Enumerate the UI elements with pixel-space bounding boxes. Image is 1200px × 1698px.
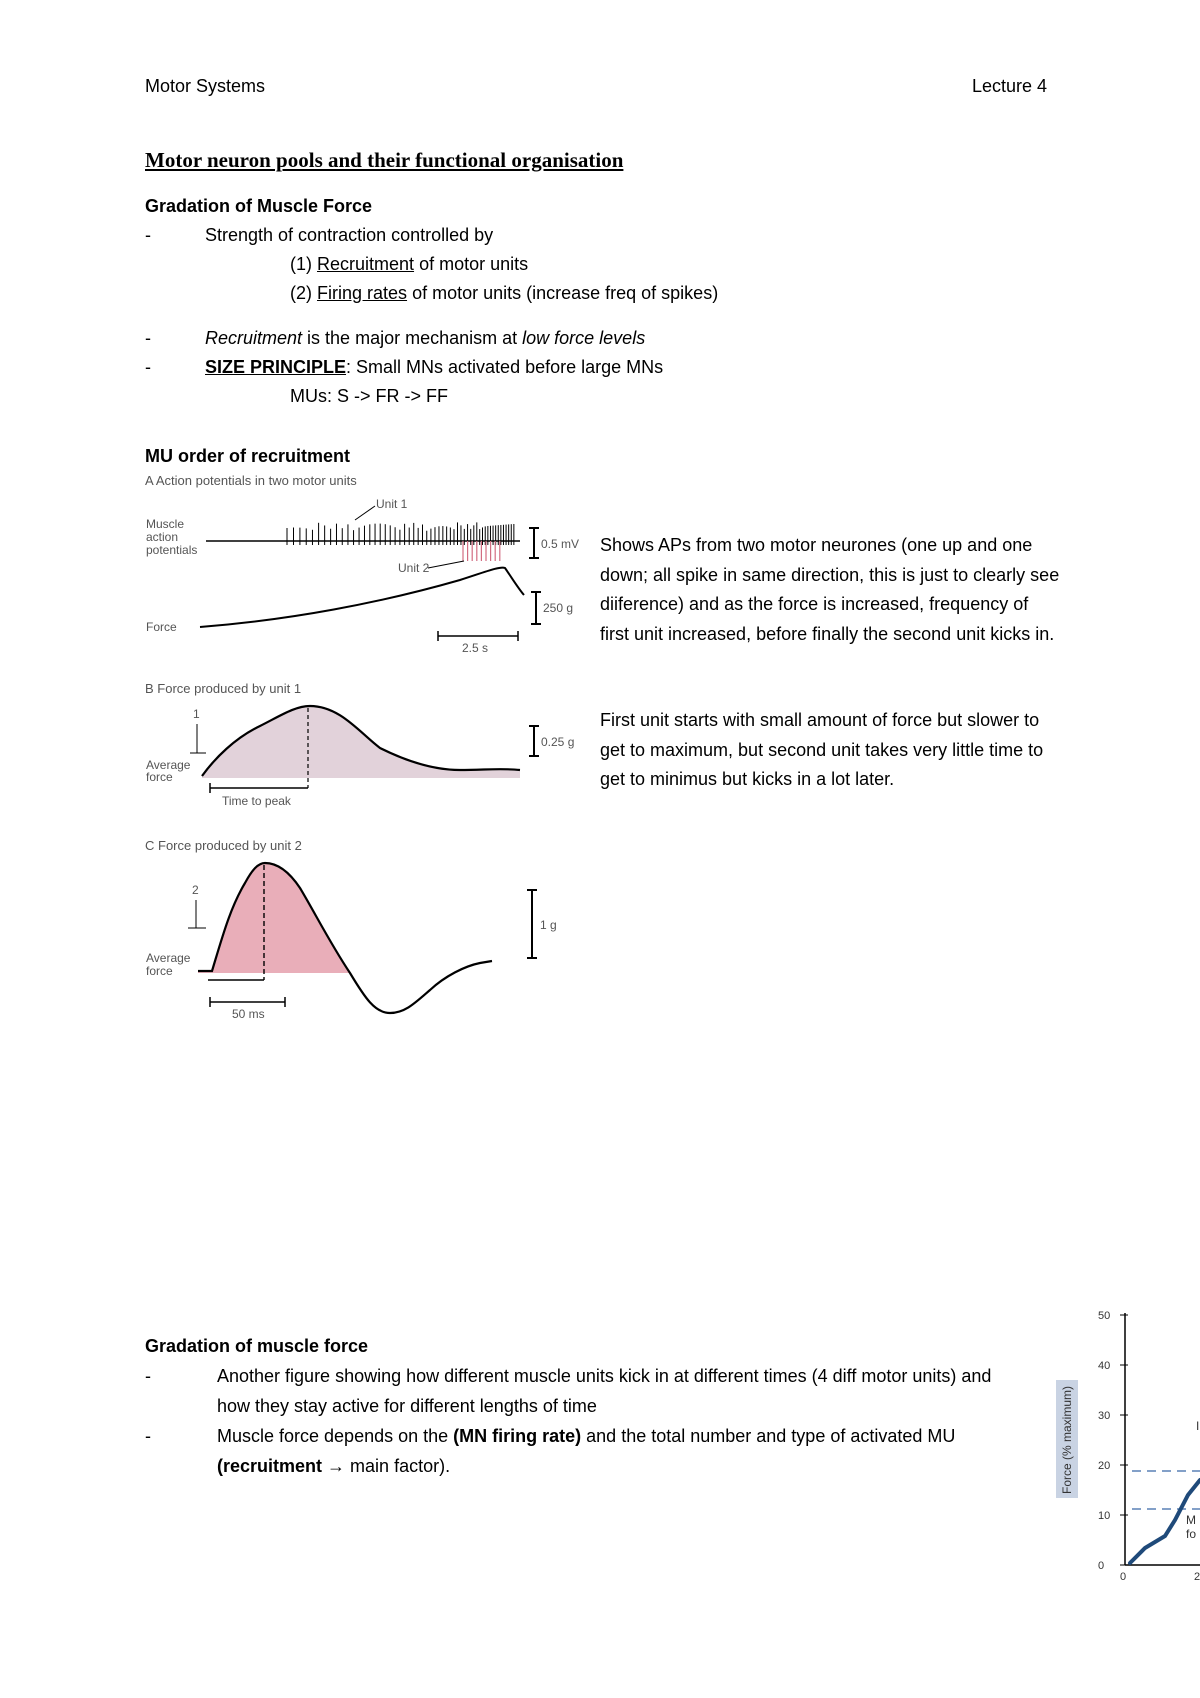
section-heading-gradation-2: Gradation of muscle force [145, 1336, 369, 1356]
scale-50ms: 50 ms [232, 1007, 265, 1021]
page-title: Motor neuron pools and their functional organisation [145, 148, 624, 172]
avg-force-c-1: Average [146, 951, 191, 965]
force-trace [200, 568, 524, 627]
figure-b-title: B Force produced by unit 1 [145, 681, 302, 696]
y-tick-label: 50 [1098, 1310, 1111, 1322]
section-heading-gradation: Gradation of Muscle Force [145, 196, 373, 216]
x-tick-2: 2 [1194, 1571, 1200, 1583]
unit1-area [202, 706, 520, 778]
muscle-label-3: potentials [146, 543, 198, 557]
muscle-label-1: Muscle [146, 517, 185, 531]
figure-c-title: C Force produced by unit 2 [145, 838, 302, 853]
y-tick-label: 0 [1098, 1560, 1105, 1572]
chart-label-a: M [1186, 1513, 1196, 1527]
mu-order-line: MUs: S -> FR -> FF [290, 386, 449, 406]
scale-1g: 1 g [540, 918, 557, 932]
figure-a-title: A Action potentials in two motor units [145, 473, 357, 488]
list-item-firing-rates: (2) Firing rates of motor units (increase freq of spikes) [290, 283, 719, 303]
unit2-label: Unit 2 [398, 561, 430, 575]
bullet-size-principle: - SIZE PRINCIPLE: Small MNs activated before large MNs [145, 357, 664, 377]
explanation-paragraph-2: First unit starts with small amount of force but slower to get to maximum, but second unit takes very little time to get to minimus but kicks in a lot later. [600, 710, 1044, 789]
recruitment-figure [140, 468, 600, 1038]
y-ticks [1098, 1310, 1128, 1572]
x-tick-0: 0 [1120, 1571, 1127, 1583]
explanation-paragraph-1: Shows APs from two motor neurones (one up and one down; all spike in same direction, this is just to clearly see diiference) and as the force is increased, frequency of first unit increased, before finally the second unit kicks in. [600, 535, 1060, 644]
bullet-recruitment-major: - Recruitment is the major mechanism at low force levels [145, 328, 646, 348]
scale-250g: 250 g [543, 601, 574, 615]
scale-0-25g: 0.25 g [541, 735, 575, 749]
avg-force-b-2: force [146, 770, 173, 784]
y-tick-label: 40 [1098, 1360, 1111, 1372]
partial-force-chart [1050, 1300, 1200, 1600]
muscle-label-2: action [146, 530, 179, 544]
unit2-spikes [463, 541, 500, 561]
header-left: Motor Systems [145, 76, 266, 96]
avg-force-c-2: force [146, 964, 173, 978]
scale-2-5s: 2.5 s [462, 641, 489, 655]
marker-1: 1 [193, 707, 200, 721]
y-tick-label: 20 [1098, 1460, 1111, 1472]
chart-label-b: fo [1186, 1527, 1197, 1541]
y-axis-label: Force (% maximum) [1060, 1385, 1074, 1494]
list-item-recruitment: (1) Recruitment of motor units [290, 254, 529, 274]
unit2-area [198, 863, 350, 973]
unit1-label: Unit 1 [376, 497, 408, 511]
force-label: Force [146, 620, 177, 634]
header-right: Lecture 4 [972, 76, 1048, 96]
scale-mv: 0.5 mV [541, 537, 580, 551]
marker-2: 2 [192, 883, 199, 897]
time-to-peak-label: Time to peak [222, 794, 291, 808]
chart-label-c: I [1196, 1419, 1200, 1433]
y-tick-label: 10 [1098, 1510, 1111, 1522]
y-tick-label: 30 [1098, 1410, 1111, 1422]
avg-force-b-1: Average [146, 758, 191, 772]
bullet-strength: - Strength of contraction controlled by [145, 225, 494, 245]
section-heading-mu-order: MU order of recruitment [145, 446, 351, 466]
